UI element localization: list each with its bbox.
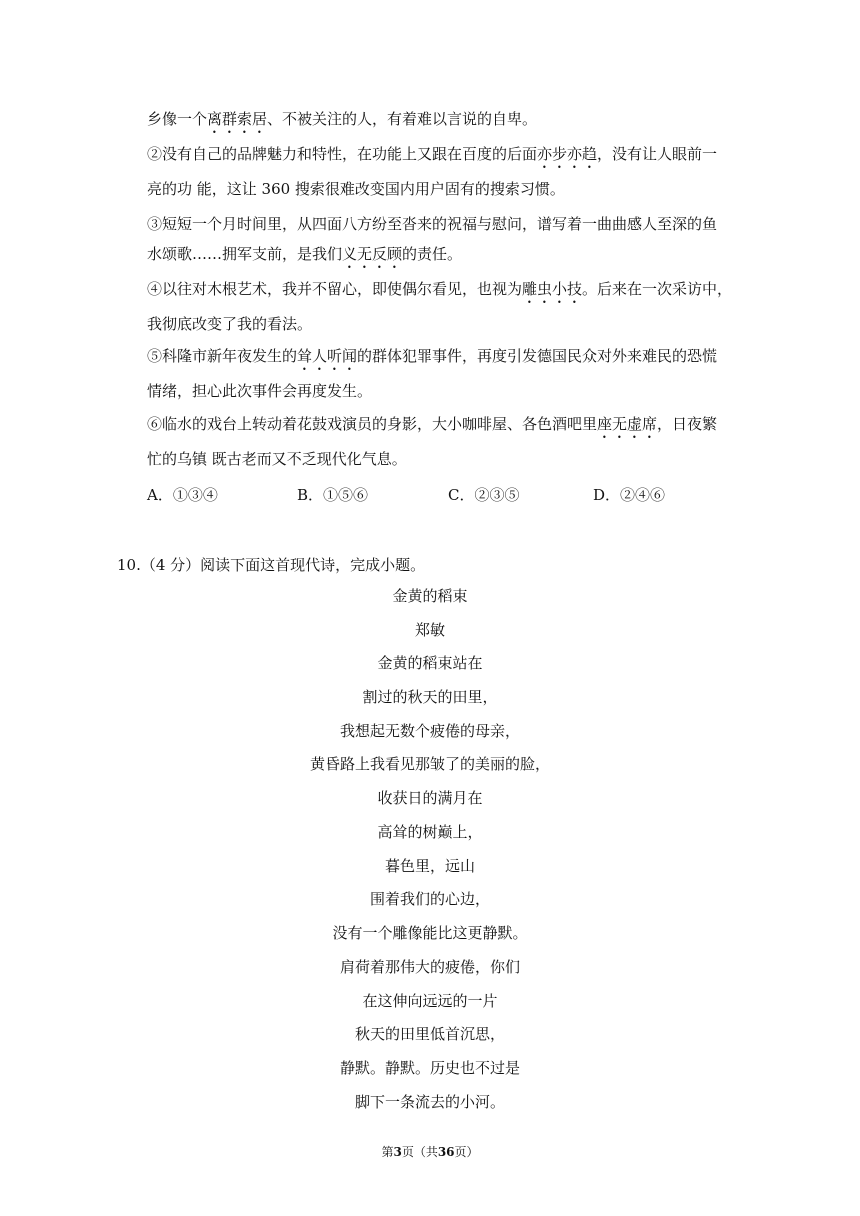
footer-text: 页） — [454, 1145, 479, 1159]
footer-text: 第 — [381, 1145, 394, 1159]
poem-title: 金黄的稻束 — [392, 587, 468, 605]
poem-line: 我想起无数个疲倦的母亲， — [339, 722, 520, 740]
emphasized-idiom: 雕虫小技 — [522, 280, 583, 298]
poem-line: 暮色里，远山 — [384, 857, 475, 875]
poem-line: 在这伸向远远的一片 — [362, 992, 498, 1010]
option-b: B．①⑤⑥ — [297, 486, 369, 504]
poem-line: 肩荷着那伟大的疲倦，你们 — [339, 958, 520, 976]
emphasized-idiom: 座无虚席 — [597, 415, 658, 433]
poem-line: 脚下一条流去的小河。 — [354, 1093, 505, 1111]
item-6-line-2: 忙的乌镇 既古老而又不乏现代化气息。 — [147, 450, 407, 468]
text: 乡像一个 — [147, 110, 208, 128]
total-page-count: 36 — [437, 1145, 455, 1159]
item-3-line-1: ③短短一个月时间里，从四面八方纷至沓来的祝福与慰问，谱写着一曲曲感人至深的鱼 — [147, 215, 718, 233]
emphasized-idiom: 耸人听闻 — [297, 347, 358, 365]
option-a: A．①③④ — [147, 486, 218, 504]
question-10-prompt: 10.（4 分）阅读下面这首现代诗，完成小题。 — [117, 556, 426, 574]
text: 、不被关注的人，有着难以言说的自卑。 — [267, 110, 538, 128]
poem-line: 割过的秋天的田里， — [362, 688, 498, 706]
poem-line: 金黄的稻束站在 — [377, 654, 483, 672]
footer-text: 页（共 — [401, 1145, 438, 1159]
item-4-line-1 — [147, 278, 737, 307]
item-6-line-1 — [147, 413, 737, 442]
poem-line: 秋天的田里低首沉思， — [354, 1025, 505, 1043]
text: ⑥临水的戏台上转动着花鼓戏演员的身影，大小咖啡屋、各色酒吧里 — [147, 415, 598, 433]
text: 。后来在一次采访中， — [582, 280, 733, 298]
emphasized-idiom: 义无反顾 — [342, 245, 403, 263]
item-4-line-2: 我彻底改变了我的看法。 — [147, 315, 313, 333]
poem-author: 郑敏 — [414, 621, 445, 639]
current-page-number: 3 — [393, 1145, 402, 1159]
text: ②没有自己的品牌魅力和特性，在功能上又跟在百度的后面 — [147, 145, 538, 163]
item-5-line-2: 情绪，担心此次事件会再度发生。 — [147, 382, 373, 400]
page-footer — [0, 1143, 860, 1161]
poem-line: 高耸的树巅上， — [377, 823, 483, 841]
poem-line: 收获日的满月在 — [377, 789, 483, 807]
text: ⑤科隆市新年夜发生的 — [147, 347, 298, 365]
poem-line: 黄昏路上我看见那皱了的美丽的脸， — [309, 755, 550, 773]
text: 的责任。 — [402, 245, 463, 263]
text: ，日夜繁 — [657, 415, 718, 433]
item-2-line-2: 亮的功 能，这让 360 搜索很难改变国内用户固有的搜索习惯。 — [147, 180, 565, 198]
option-d: D．②④⑥ — [593, 486, 666, 504]
text: ④以往对木根艺术，我并不留心，即使偶尔看见，也视为 — [147, 280, 523, 298]
option-c: C．②③⑤ — [448, 486, 520, 504]
item-1-tail — [147, 108, 737, 137]
item-2-line-1 — [147, 143, 737, 172]
poem-line: 没有一个雕像能比这更静默。 — [332, 924, 528, 942]
poem-line: 围着我们的心边， — [369, 890, 490, 908]
emphasized-idiom: 离群索居 — [207, 110, 268, 128]
poem-line: 静默。静默。历史也不过是 — [339, 1059, 520, 1077]
item-5-line-1 — [147, 345, 737, 374]
item-3-line-2 — [147, 243, 737, 272]
text: 的群体犯罪事件，再度引发德国民众对外来难民的恐慌 — [357, 347, 718, 365]
text: 水颂歌……拥军支前，是我们 — [147, 245, 343, 263]
text: ，没有让人眼前一 — [597, 145, 718, 163]
emphasized-idiom: 亦步亦趋 — [537, 145, 598, 163]
